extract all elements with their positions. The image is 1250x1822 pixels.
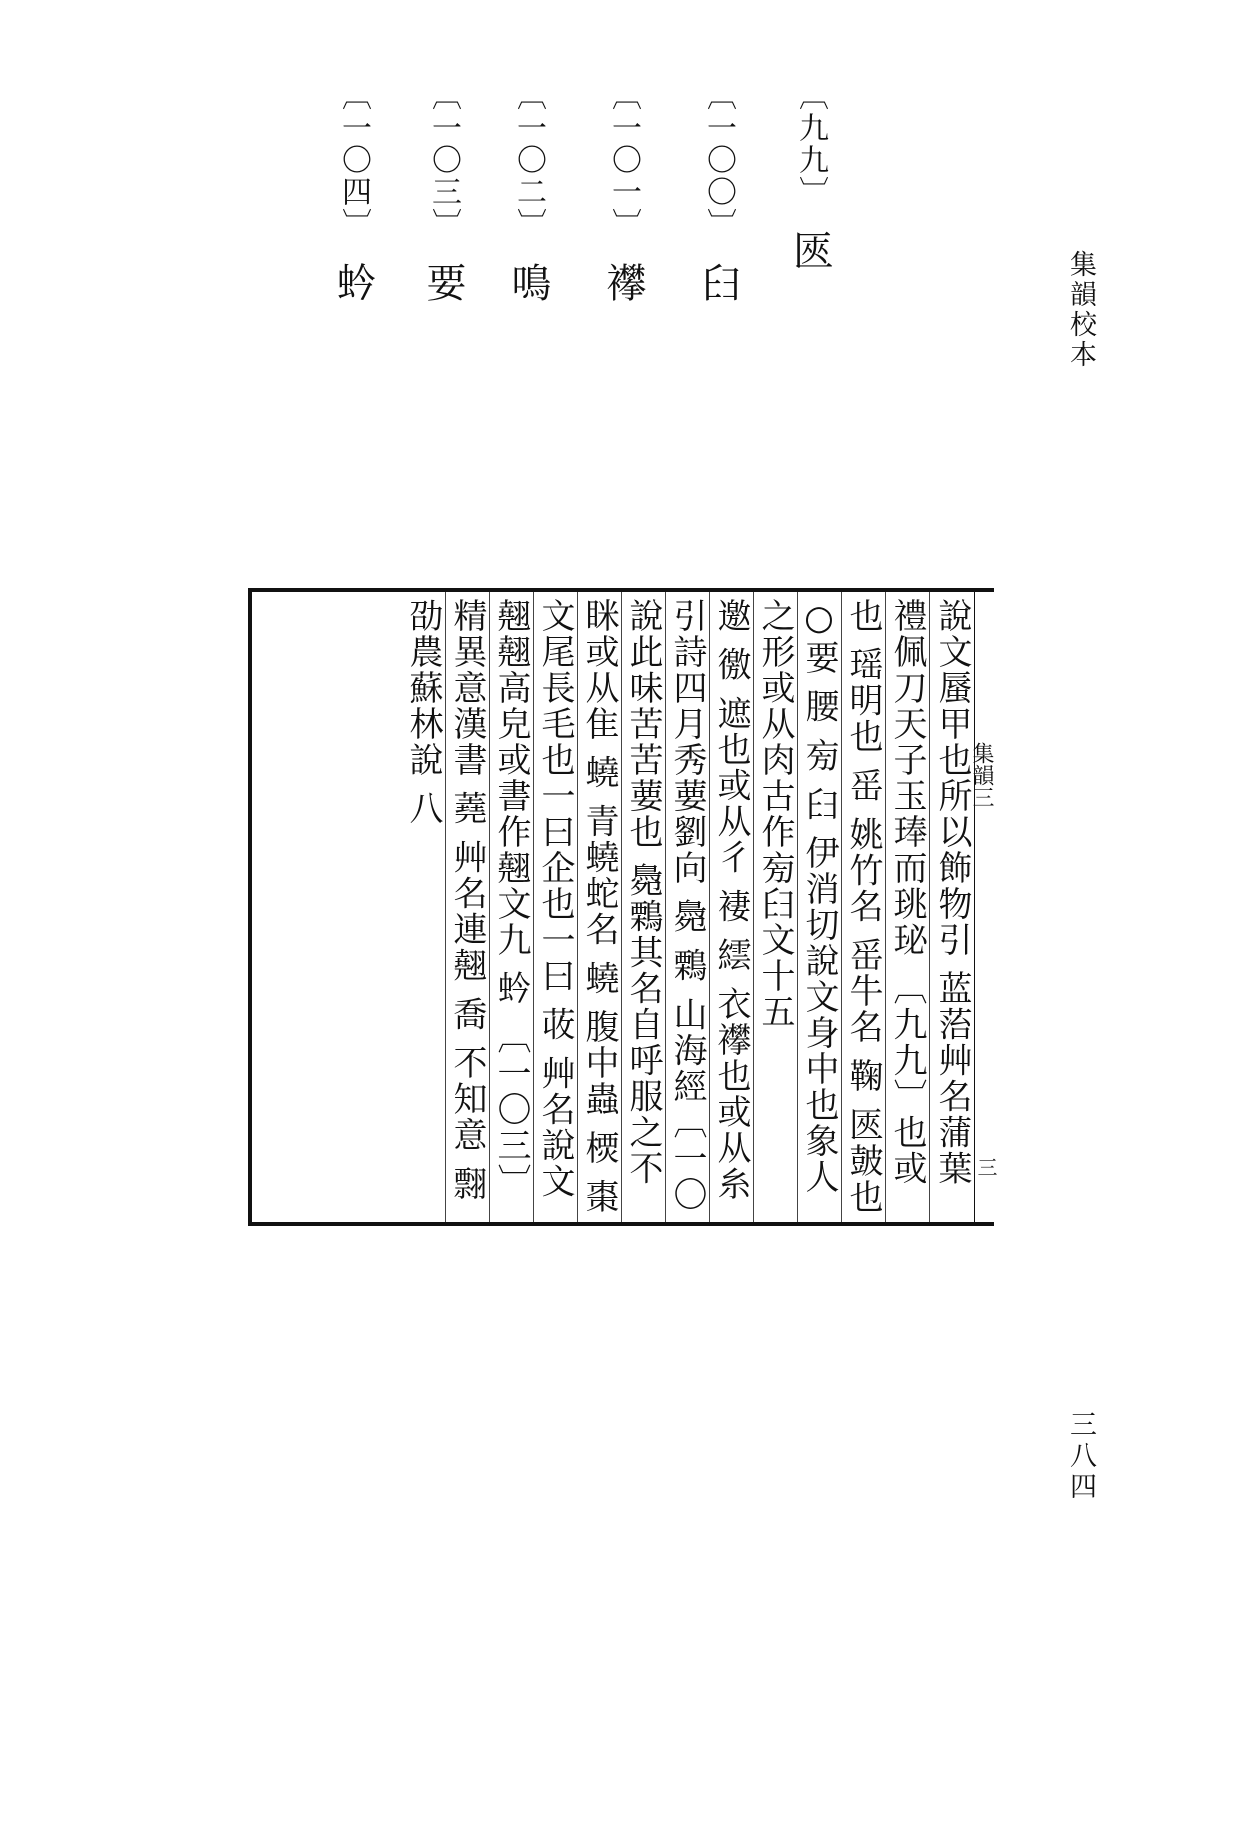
collation-note [330,80,376,302]
fold-strip [969,588,998,1226]
text-column: 說此味苦苦葽也 䳃鷅其名自呼服之不 [622,592,666,1222]
text-column: 翹翹高皃或書作翹文九 蚙 〔一〇三〕 [490,592,534,1222]
note-number: 〔一〇一〕 [606,80,641,240]
note-character: 匧 [787,229,833,270]
text-column: 也 瑶明也 䍃 姚竹名 䍃牛名 鞠 匧皷也 [842,592,886,1222]
text-column: 邀 徼 遮也或从彳 褄 繧 衣襻也或从糸 [710,592,754,1222]
collation-note [787,80,833,270]
note-number: 〔一〇三〕 [426,80,461,240]
running-head: 集韻校本 [1065,250,1096,370]
text-column: 引詩四月秀葽劉向 䳃 鷅 山海經〔一〇 [666,592,710,1222]
text-column: 禮佩刀天子玉琫而珧珌 〔九九〕也或 [886,592,930,1222]
note-character: 要 [420,261,466,302]
text-frame [248,588,975,1226]
fold-leaf-number: 三 [974,1157,998,1177]
collation-note [695,80,741,302]
note-number: 〔一〇二〕 [511,80,546,240]
note-character: 鳴 [505,261,551,302]
text-column: 眯或从隹 蟯 青蟯蛇名 蟯 腹中蟲 樮 棗 [578,592,622,1222]
body-columns [402,592,974,1222]
text-column: 之形或从肉古作㫄𦥑文十五 [754,592,798,1222]
text-column: 文尾長毛也一曰企也一曰 荍 艸名說文 [534,592,578,1222]
note-number: 〔一〇〇〕 [701,80,736,240]
text-column: 劭農蘇林說 八 [402,592,446,1222]
note-character: 襻 [600,261,646,302]
text-column: ○要 腰 㫄 𦥑 伊消切說文身中也象人 [798,592,842,1222]
note-number: 〔九九〕 [793,80,828,208]
note-character: 𦥑 [695,261,741,302]
text-column: 精異意漢書 蕘 艸名連翹 喬 不知意 翲 [446,592,490,1222]
note-number: 〔一〇四〕 [336,80,371,240]
text-column: 說文蜃甲也所以飾物引 蓝菭艸名蒲葉 [932,598,972,1187]
note-character: 蚙 [330,261,376,302]
collation-note [505,80,551,302]
fold-label: 集韻三 [969,742,994,808]
collation-note [600,80,646,302]
collation-note [420,80,466,302]
page-number: 三八四 [1065,1410,1096,1503]
